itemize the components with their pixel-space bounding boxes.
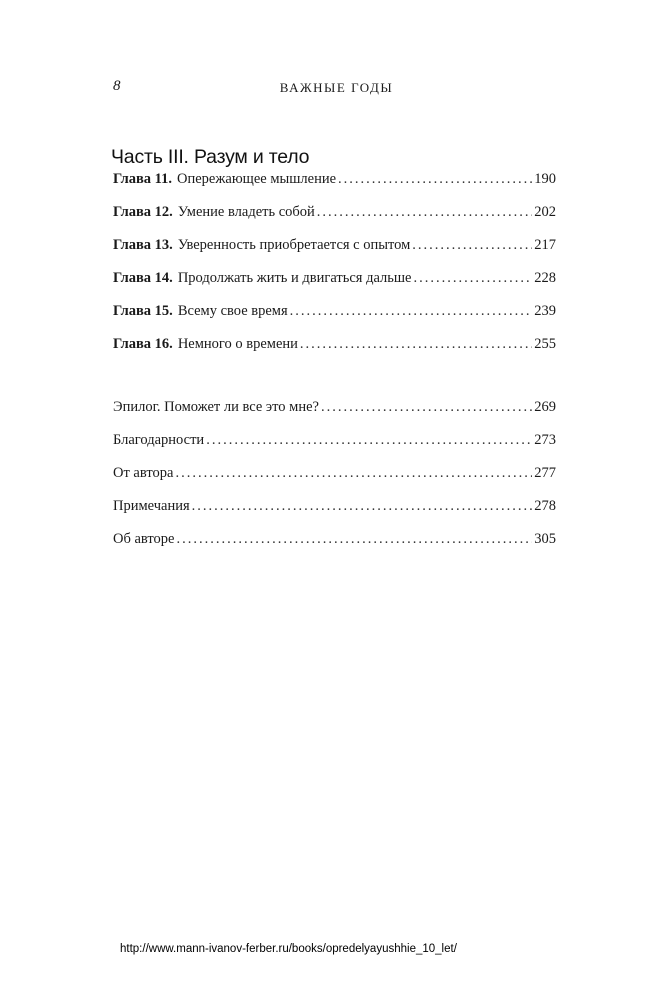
section-title: Часть III. Разум и тело bbox=[111, 146, 310, 169]
entry-title: От автора bbox=[113, 465, 174, 481]
toc-chapter-13[interactable] bbox=[113, 237, 556, 270]
running-title: ВАЖНЫЕ ГОДЫ bbox=[279, 80, 394, 95]
toc-chapter-15[interactable] bbox=[113, 303, 556, 336]
chapter-number: Глава 16. bbox=[113, 336, 173, 352]
dot-leader bbox=[206, 432, 532, 449]
page-header bbox=[113, 78, 560, 100]
entry-title: Благодарности bbox=[113, 432, 205, 448]
chapter-title: Опережающее мышление bbox=[177, 171, 337, 187]
dot-leader bbox=[290, 303, 533, 320]
chapter-page: 217 bbox=[534, 237, 556, 253]
entry-page: 269 bbox=[534, 399, 556, 415]
toc-chapters-list bbox=[113, 171, 556, 369]
entry-page: 273 bbox=[534, 432, 556, 448]
entry-page: 278 bbox=[534, 498, 556, 514]
toc-back-matter-list bbox=[113, 399, 556, 564]
footer-url-link[interactable]: http://www.mann-ivanov-ferber.ru/books/opredelyayushhie_10_let/ bbox=[120, 943, 457, 955]
entry-page: 305 bbox=[534, 531, 556, 547]
chapter-page: 228 bbox=[534, 270, 556, 286]
entry-title: Об авторе bbox=[113, 531, 175, 547]
toc-chapter-12[interactable] bbox=[113, 204, 556, 237]
chapter-page: 239 bbox=[534, 303, 556, 319]
chapter-title: Уверенность приобретается с опытом bbox=[177, 237, 411, 253]
chapter-number: Глава 12. bbox=[113, 204, 173, 220]
chapter-title: Немного о времени bbox=[177, 336, 298, 352]
toc-epilogue[interactable] bbox=[113, 399, 556, 432]
dot-leader bbox=[338, 171, 532, 188]
dot-leader bbox=[414, 270, 533, 287]
toc-about-author[interactable] bbox=[113, 531, 556, 564]
chapter-number: Глава 11. bbox=[113, 171, 173, 187]
dot-leader bbox=[176, 531, 532, 548]
chapter-title: Продолжать жить и двигаться дальше bbox=[177, 270, 412, 286]
chapter-number: Глава 13. bbox=[113, 237, 173, 253]
dot-leader bbox=[412, 237, 532, 254]
chapter-title: Всему свое время bbox=[177, 303, 288, 319]
chapter-page: 255 bbox=[534, 336, 556, 352]
toc-chapter-16[interactable] bbox=[113, 336, 556, 369]
page-number: 8 bbox=[113, 78, 121, 94]
toc-chapter-11[interactable] bbox=[113, 171, 556, 204]
dot-leader bbox=[321, 399, 532, 416]
dot-leader bbox=[192, 498, 533, 515]
chapter-title: Умение владеть собой bbox=[177, 204, 315, 220]
dot-leader bbox=[175, 465, 532, 482]
chapter-page: 202 bbox=[534, 204, 556, 220]
entry-page: 277 bbox=[534, 465, 556, 481]
dot-leader bbox=[317, 204, 532, 221]
chapter-number: Глава 14. bbox=[113, 270, 173, 286]
toc-notes[interactable] bbox=[113, 498, 556, 531]
dot-leader bbox=[300, 336, 532, 353]
toc-chapter-14[interactable] bbox=[113, 270, 556, 303]
entry-title: Примечания bbox=[113, 498, 190, 514]
toc-acknowledgements[interactable] bbox=[113, 432, 556, 465]
entry-title: Эпилог. Поможет ли все это мне? bbox=[113, 399, 319, 415]
chapter-number: Глава 15. bbox=[113, 303, 173, 319]
toc-author-note[interactable] bbox=[113, 465, 556, 498]
chapter-page: 190 bbox=[534, 171, 556, 187]
